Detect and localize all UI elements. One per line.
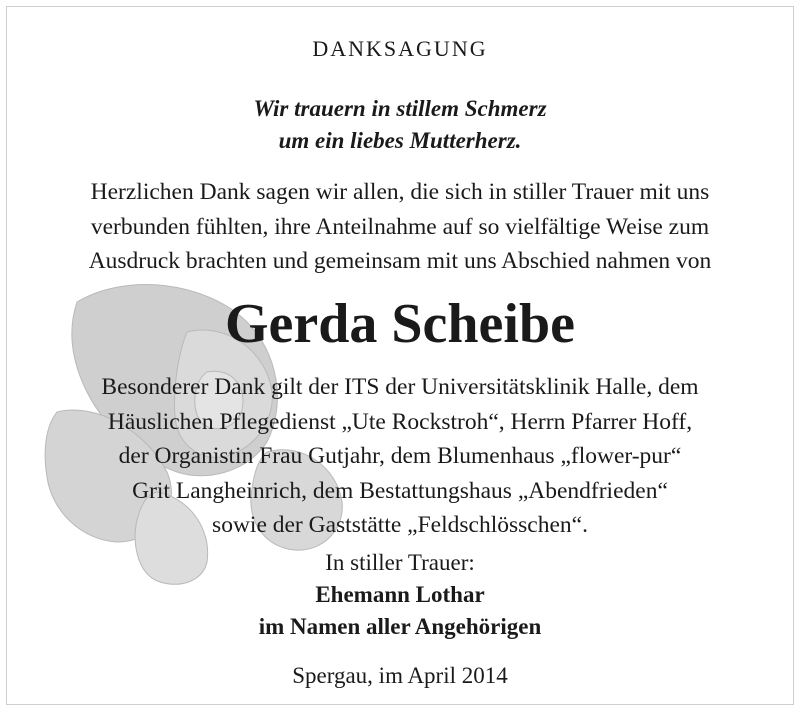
- special-thanks-line: sowie der Gaststätte „Feldschlösschen“.: [212, 512, 588, 538]
- special-thanks-paragraph: [21, 370, 779, 543]
- motto-line: um ein liebes Mutterherz.: [278, 128, 522, 153]
- special-thanks-line: Besonderer Dank gilt der ITS der Universitätsklinik Halle, dem: [101, 374, 699, 400]
- thanks-line: Herzlichen Dank sagen wir allen, die sich in stiller Trauer mit uns: [90, 179, 710, 205]
- place-date: Spergau, im April 2014: [292, 663, 508, 688]
- obituary-card: [6, 6, 794, 705]
- signature-on-behalf: im Namen aller Angehörigen: [258, 614, 542, 639]
- thanks-line: verbunden fühlten, ihre Anteilnahme auf so vielfältige Weise zum: [90, 213, 710, 240]
- signature-mourner: Ehemann Lothar: [315, 582, 485, 607]
- special-thanks-line: Häuslichen Pflegedienst „Ute Rockstroh“, Herrn Pfarrer Hoff,: [107, 408, 693, 435]
- motto: [7, 93, 793, 157]
- thanks-line: Ausdruck brachten und gemeinsam mit uns Abschied nahmen von: [88, 248, 712, 274]
- signature-intro: In stiller Trauer:: [325, 550, 475, 575]
- signature-block: [7, 547, 793, 643]
- motto-line: Wir trauern in stillem Schmerz: [253, 96, 547, 121]
- deceased-name: Gerda Scheibe: [225, 293, 575, 355]
- special-thanks-line: der Organistin Frau Gutjahr, dem Blumenhaus „flower-pur“: [118, 443, 682, 469]
- thanks-paragraph: [21, 175, 779, 279]
- special-thanks-line: Grit Langheinrich, dem Bestattungshaus „Abendfrieden“: [132, 477, 668, 504]
- heading: DANKSAGUNG: [312, 36, 488, 61]
